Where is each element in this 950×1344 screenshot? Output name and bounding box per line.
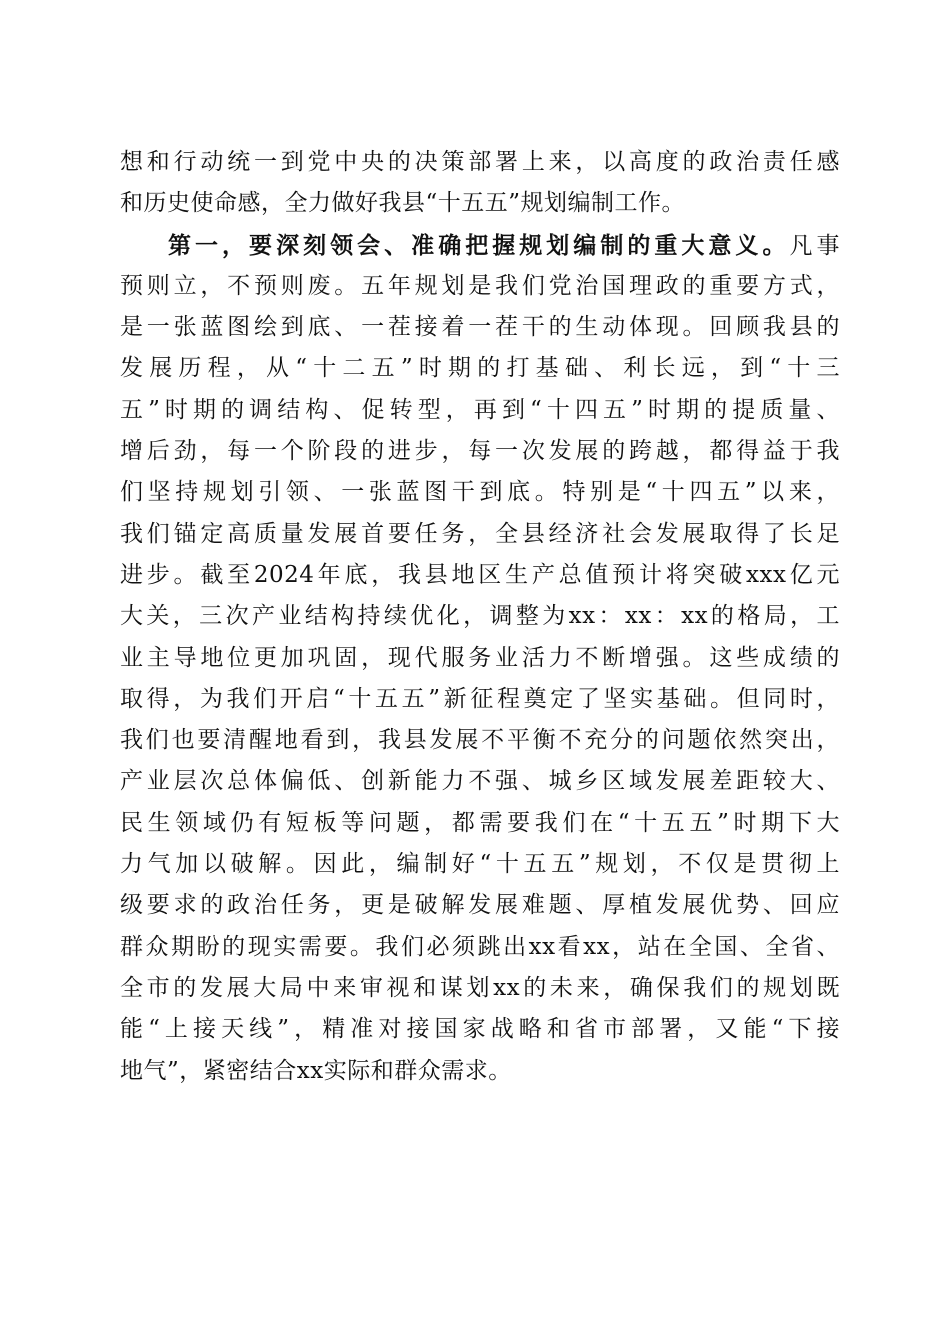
text-fragment: 凡事 [789,232,841,259]
text-line: 群众期盼的现实需要。我们必须跳出xx看xx，站在全国、全省、 [120,933,840,960]
text-line: 增后劲，每一个阶段的进步，每一次发展的跨越，都得益于我 [120,438,840,465]
text-line: 我们也要清醒地看到，我县发展不平衡不充分的问题依然突出， [120,727,840,754]
text-line: 和历史使命感，全力做好我县“十五五”规划编制工作。 [120,190,686,217]
text-line: 地气”，紧密结合xx实际和群众需求。 [120,1057,512,1084]
text-line: 能“上接天线”，精准对接国家战略和省市部署，又能“下接 [120,1016,840,1043]
paragraph-heading-line [120,225,840,266]
text-line: 预则立，不预则废。五年规划是我们党治国理政的重要方式， [120,272,840,299]
text-line: 业主导地位更加巩固，现代服务业活力不断增强。这些成绩的 [120,644,840,671]
text-line: 五”时期的调结构、促转型，再到“十四五”时期的提质量、 [120,396,840,423]
text-line: 全市的发展大局中来审视和谋划xx的未来，确保我们的规划既 [120,974,840,1001]
text-line: 发展历程，从“十二五”时期的打基础、利长远，到“十三 [120,355,840,382]
text-line: 取得，为我们开启“十五五”新征程奠定了坚实基础。但同时， [120,685,840,712]
body-text [120,142,840,1092]
text-line: 进步。截至2024年底，我县地区生产总值预计将突破xxx亿元 [120,561,840,588]
text-line: 想和行动统一到党中央的决策部署上来，以高度的政治责任感 [120,149,840,175]
text-line: 民生领域仍有短板等问题，都需要我们在“十五五”时期下大 [120,809,840,836]
text-line: 我们锚定高质量发展首要任务，全县经济社会发展取得了长足 [120,520,840,547]
paragraph-heading: 第一，要深刻领会、准确把握规划编制的重大意义。 [168,231,790,259]
text-line: 级要求的政治任务，更是破解发展难题、厚植发展优势、回应 [120,892,840,919]
text-line: 大关，三次产业结构持续优化，调整为xx：xx：xx的格局，工 [120,603,840,630]
text-line: 是一张蓝图绘到底、一茬接着一茬干的生动体现。回顾我县的 [120,314,840,341]
text-line: 产业层次总体偏低、创新能力不强、城乡区域发展差距较大、 [120,768,840,795]
text-line: 们坚持规划引领、一张蓝图干到底。特别是“十四五”以来， [120,479,840,506]
text-line: 力气加以破解。因此，编制好“十五五”规划，不仅是贯彻上 [120,851,840,878]
